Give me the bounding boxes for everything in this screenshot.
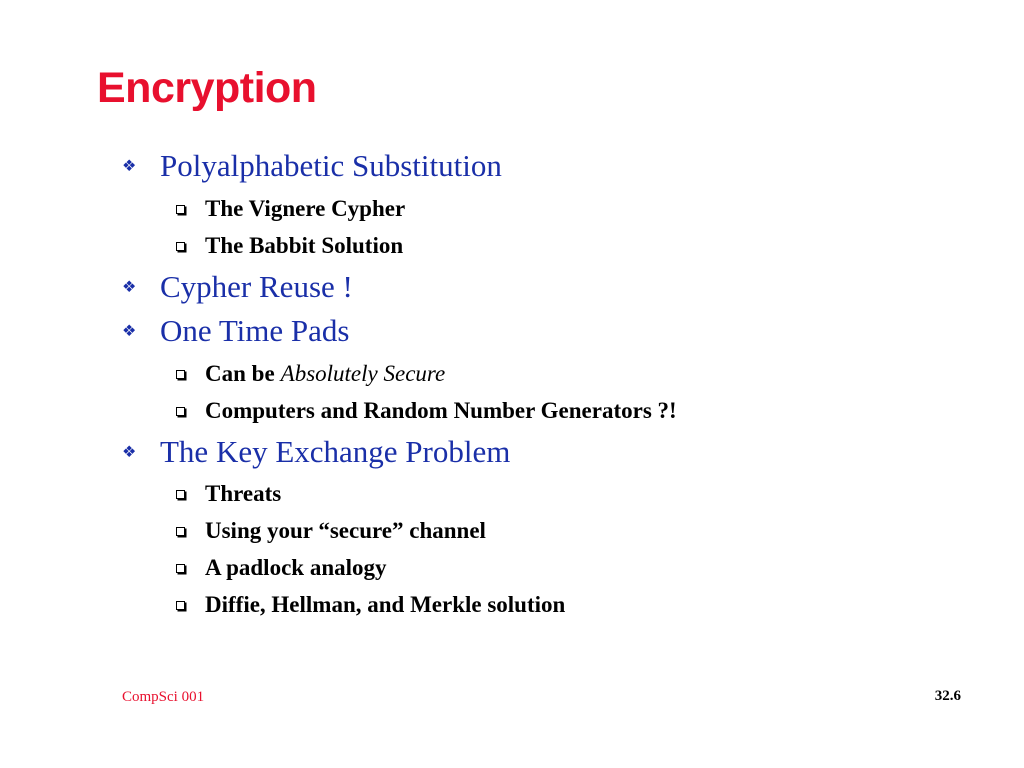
bullet-text: One Time Pads [160,313,350,348]
sub-bullet-text: A padlock analogy [205,555,387,580]
sub-bullet-text: Can be [205,361,275,386]
square-bullet-icon [176,370,205,379]
sub-bullet-item [176,553,387,583]
bullet-text: Polyalphabetic Substitution [160,148,502,183]
diamond-bullet-icon: ❖ [122,323,137,340]
sub-bullet-item [176,194,405,224]
square-bullet-icon [176,490,205,499]
square-bullet-icon [176,242,205,251]
bullet-item [122,147,502,185]
sub-bullet-text: The Vignere Cypher [205,196,406,221]
sub-bullet-item [176,516,486,546]
square-bullet-icon [176,205,205,214]
sub-bullet-emphasis: Absolutely Secure [280,361,446,386]
sub-bullet-text: The Babbit Solution [205,233,404,258]
sub-bullet-item [176,590,565,620]
footer-page-number: 32.6 [934,688,961,704]
bullet-item [122,312,349,350]
sub-bullet-item [176,479,281,509]
sub-bullet-item [176,396,677,426]
slide-title: Encryption [97,64,317,112]
bullet-text: The Key Exchange Problem [160,434,511,469]
sub-bullet-text: Diffie, Hellman, and Merkle solution [205,592,566,617]
square-bullet-icon [176,564,205,573]
sub-bullet-text: Threats [205,481,282,506]
sub-bullet-text: Using your “secure” channel [205,518,486,543]
square-bullet-icon [176,527,205,536]
bullet-item [122,268,353,306]
sub-bullet-item [176,231,403,261]
diamond-bullet-icon: ❖ [122,279,137,296]
diamond-bullet-icon: ❖ [122,444,137,461]
sub-bullet-text: Computers and Random Number Generators ?! [205,398,677,423]
bullet-text: Cypher Reuse ! [160,269,353,304]
bullet-item [122,433,510,471]
footer-course: CompSci 001 [122,689,205,705]
sub-bullet-item [176,359,445,389]
square-bullet-icon [176,601,205,610]
square-bullet-icon [176,407,205,416]
diamond-bullet-icon: ❖ [122,158,137,175]
